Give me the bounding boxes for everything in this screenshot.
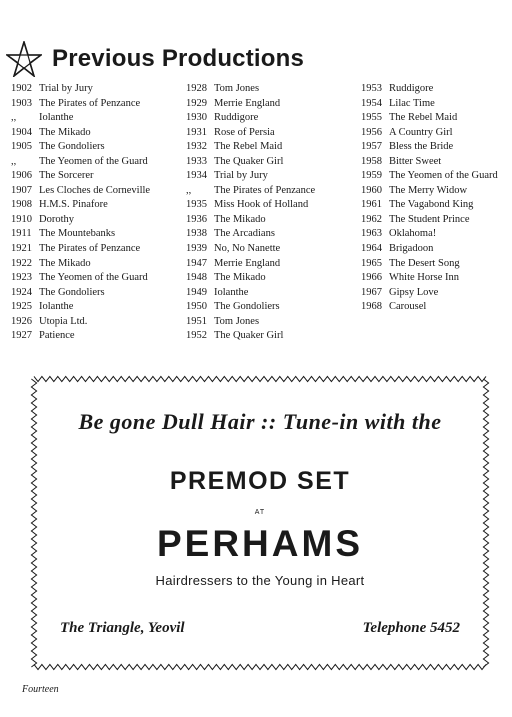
production-year: 1923 (11, 272, 32, 284)
production-title: The Sorcerer (39, 170, 94, 182)
production-year: 1958 (361, 155, 382, 167)
production-year: 1905 (11, 141, 32, 153)
production-year: 1939 (186, 243, 207, 255)
production-title: Carousel (389, 301, 427, 313)
production-title: Trial by Jury (39, 83, 93, 94)
production-row (361, 82, 498, 97)
production-title: Merrie England (214, 97, 281, 109)
production-year: 1903 (11, 97, 32, 109)
production-row (361, 169, 498, 184)
production-row (361, 257, 498, 272)
production-title: The Desert Song (389, 257, 460, 269)
production-title: Patience (39, 330, 75, 342)
production-row (11, 300, 150, 315)
production-title: The Mikado (214, 272, 266, 284)
production-year: 1926 (11, 315, 32, 327)
production-row (361, 242, 498, 257)
production-row (361, 97, 498, 112)
production-year: ,, (11, 112, 17, 124)
production-row (11, 242, 150, 257)
production-year: 1955 (361, 112, 382, 124)
production-row (11, 169, 150, 184)
production-year: 1931 (186, 126, 207, 138)
production-year: 1949 (186, 286, 207, 298)
page-title: Previous Productions (52, 45, 305, 72)
production-row (361, 213, 498, 228)
production-title: Trial by Jury (214, 170, 268, 182)
production-title: The Arcadians (214, 228, 275, 240)
ad-address: The Triangle, Yeovil (60, 620, 185, 636)
production-title: Dorothy (39, 213, 74, 225)
production-row (11, 126, 150, 141)
production-row (186, 329, 315, 344)
production-row (11, 140, 150, 155)
production-row (361, 286, 498, 301)
production-row (186, 111, 315, 126)
production-row (11, 315, 150, 330)
productions-column-2 (186, 82, 315, 344)
production-year: 1934 (186, 170, 207, 182)
production-row (11, 227, 150, 242)
production-year: 1930 (186, 112, 207, 124)
production-row (11, 82, 150, 97)
production-title: Iolanthe (39, 112, 74, 124)
production-year: 1933 (186, 155, 207, 167)
production-year: 1910 (11, 213, 32, 225)
production-row (11, 329, 150, 344)
production-year: 1960 (361, 184, 382, 196)
production-row (11, 155, 150, 170)
production-row (11, 213, 150, 228)
productions-column-3 (361, 82, 498, 315)
production-row (11, 198, 150, 213)
production-title: Ruddigore (389, 83, 434, 94)
production-title: Merrie England (214, 257, 281, 269)
production-year: 1935 (186, 199, 207, 211)
production-year: ,, (186, 184, 192, 196)
production-year: 1962 (361, 213, 382, 225)
production-year: 1956 (361, 126, 382, 138)
production-title: Lilac Time (389, 97, 435, 109)
production-row (186, 271, 315, 286)
production-title: The Gondoliers (39, 141, 105, 153)
production-row (186, 300, 315, 315)
production-row (186, 82, 315, 97)
ad-headline: PREMOD SET (169, 467, 351, 495)
production-year: 1967 (361, 286, 382, 298)
production-title: The Rebel Maid (389, 112, 458, 124)
production-row (361, 300, 498, 315)
production-year: 1948 (186, 272, 207, 284)
production-title: The Quaker Girl (214, 155, 284, 167)
production-year: 1924 (11, 286, 32, 298)
production-year: ,, (11, 155, 17, 167)
production-row (186, 213, 315, 228)
ad-slogan: Be gone Dull Hair :: Tune-in with the (78, 409, 442, 434)
production-year: 1961 (361, 199, 382, 211)
production-year: 1906 (11, 170, 32, 182)
production-row (361, 198, 498, 213)
production-year: 1902 (11, 83, 32, 94)
production-year: 1922 (11, 257, 32, 269)
production-row (186, 126, 315, 141)
production-title: The Mikado (39, 126, 91, 138)
production-year: 1921 (11, 243, 32, 255)
production-row (11, 184, 150, 199)
production-title: The Gondoliers (214, 301, 280, 313)
production-year: 1904 (11, 126, 32, 138)
production-row (186, 257, 315, 272)
production-row (11, 111, 150, 126)
production-year: 1964 (361, 243, 382, 255)
production-year: 1950 (186, 301, 207, 313)
production-year: 1951 (186, 315, 207, 327)
production-row (361, 140, 498, 155)
production-year: 1947 (186, 257, 207, 269)
production-year: 1954 (361, 97, 382, 109)
production-row (186, 97, 315, 112)
productions-column-1 (11, 82, 150, 344)
production-row (11, 271, 150, 286)
production-row (361, 184, 498, 199)
section-heading (6, 42, 304, 76)
production-year: 1963 (361, 228, 382, 240)
production-title: The Gondoliers (39, 286, 105, 298)
production-title: Gipsy Love (389, 286, 439, 298)
production-title: The Vagabond King (389, 199, 474, 211)
production-row (186, 315, 315, 330)
production-year: 1907 (11, 184, 32, 196)
production-title: The Yeomen of the Guard (39, 155, 148, 167)
production-row (186, 184, 315, 199)
production-row (361, 126, 498, 141)
production-title: The Rebel Maid (214, 141, 283, 153)
production-title: Ruddigore (214, 112, 259, 124)
production-year: 1928 (186, 83, 207, 94)
production-year: 1925 (11, 301, 32, 313)
ad-tagline: Hairdressers to the Young in Heart (155, 573, 365, 588)
production-row (186, 242, 315, 257)
production-title: The Mikado (39, 257, 91, 269)
production-title: Oklahoma! (389, 228, 437, 240)
production-row (186, 155, 315, 170)
production-row (186, 198, 315, 213)
production-year: 1959 (361, 170, 382, 182)
production-title: The Merry Widow (389, 184, 468, 196)
production-title: Iolanthe (214, 286, 249, 298)
production-row (361, 111, 498, 126)
production-title: Miss Hook of Holland (214, 199, 309, 211)
production-title: H.M.S. Pinafore (39, 199, 108, 211)
production-title: Tom Jones (214, 315, 260, 327)
production-row (361, 271, 498, 286)
production-row (11, 97, 150, 112)
ad-brand: PERHAMS (156, 523, 364, 564)
production-row (11, 286, 150, 301)
production-title: Brigadoon (389, 243, 434, 255)
production-row (361, 227, 498, 242)
production-title: The Mountebanks (39, 228, 116, 240)
production-title: The Pirates of Penzance (214, 184, 316, 196)
production-row (11, 257, 150, 272)
production-title: Bless the Bride (389, 141, 454, 153)
production-year: 1953 (361, 83, 382, 94)
production-title: The Quaker Girl (214, 330, 284, 342)
production-title: Les Cloches de Corneville (39, 184, 151, 196)
production-year: 1936 (186, 213, 207, 225)
production-row (186, 227, 315, 242)
production-row (186, 286, 315, 301)
production-title: Utopia Ltd. (39, 315, 88, 327)
production-title: The Yeomen of the Guard (389, 170, 498, 182)
ad-at: AT (254, 509, 266, 516)
production-year: 1966 (361, 272, 382, 284)
production-year: 1911 (11, 228, 32, 240)
production-year: 1929 (186, 97, 207, 109)
production-title: A Country Girl (389, 126, 453, 138)
production-title: The Pirates of Penzance (39, 97, 141, 109)
production-year: 1938 (186, 228, 207, 240)
production-year: 1908 (11, 199, 32, 211)
production-row (186, 140, 315, 155)
production-year: 1965 (361, 257, 382, 269)
production-title: White Horse Inn (389, 272, 459, 284)
production-title: The Pirates of Penzance (39, 243, 141, 255)
production-year: 1932 (186, 141, 207, 153)
production-title: The Mikado (214, 213, 266, 225)
production-row (186, 169, 315, 184)
production-year: 1957 (361, 141, 382, 153)
star-icon (6, 41, 42, 77)
production-title: Rose of Persia (214, 126, 275, 138)
production-year: 1952 (186, 330, 207, 342)
production-row (361, 155, 498, 170)
advertisement-box (30, 375, 490, 671)
production-title: Iolanthe (39, 301, 74, 313)
production-year: 1968 (361, 301, 382, 313)
page-number: Fourteen (22, 684, 59, 695)
production-title: Tom Jones (214, 83, 260, 94)
production-title: The Student Prince (389, 213, 470, 225)
production-title: Bitter Sweet (389, 155, 442, 167)
production-year: 1927 (11, 330, 32, 342)
ad-telephone: Telephone 5452 (362, 620, 460, 636)
production-title: No, No Nanette (214, 243, 281, 255)
production-title: The Yeomen of the Guard (39, 272, 148, 284)
